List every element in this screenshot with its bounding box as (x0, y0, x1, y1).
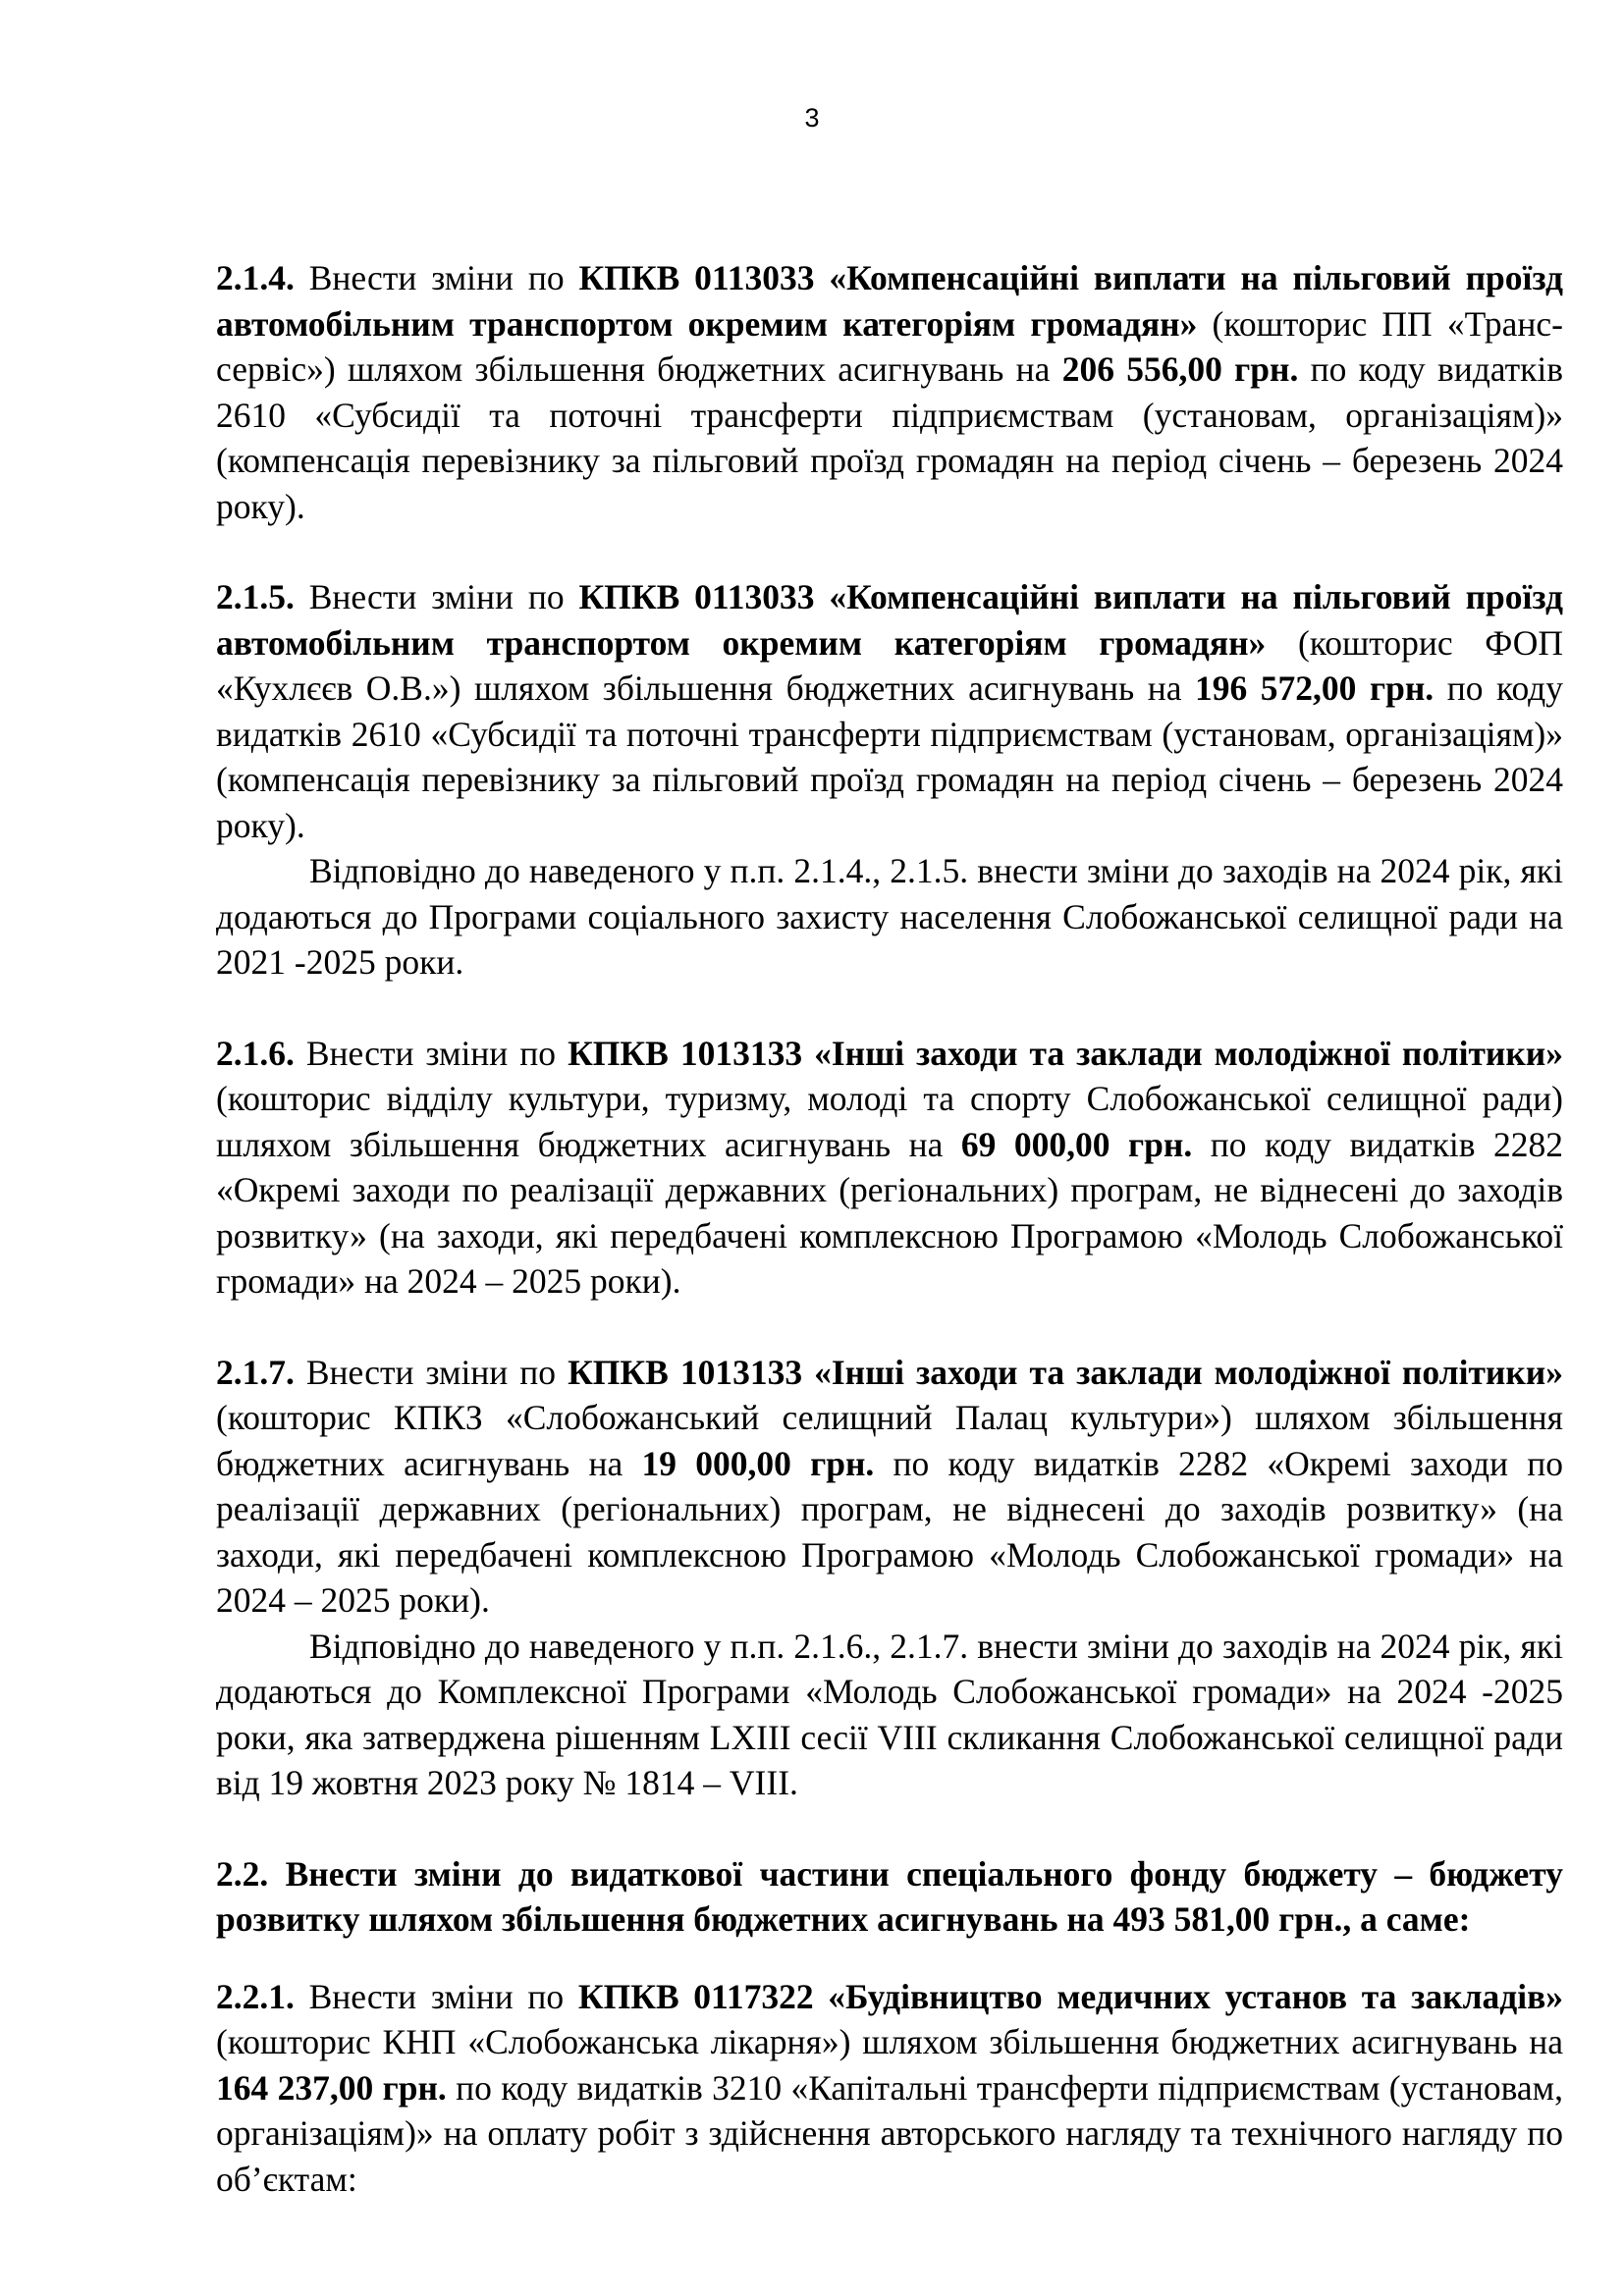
text: по коду видатків 2282 «Окремі заходи по реалізації державних (регіональних) програм, не віднесені до заходів розвитку» (на заходи, які передбачені комплексною Програмою «Молодь Слобожанської громади» на 2024 – 2025 роки). (216, 1124, 1564, 1301)
text: (кошторис ПП «Транс-сервіс») шляхом збільшення бюджетних асигнувань на (216, 303, 1564, 389)
text: Внести зміни по (294, 258, 579, 297)
text: Внести зміни по (294, 1976, 578, 2016)
item-number: 2.1.5. (216, 577, 295, 616)
text: Внести зміни по (294, 1033, 568, 1073)
item-number: 2.1.7. (216, 1352, 295, 1392)
paragraph-2-1-4 (216, 255, 1563, 529)
section-heading-2-2 (216, 1851, 1563, 1943)
text: по коду видатків 2610 «Субсидії та поточні трансферти підприємствам (установам, організаціям)» (компенсація перевізнику за пільговий проїзд громадян на період січень – березень 2024 року). (216, 349, 1564, 526)
budget-code-title: КПКВ 0113033 «Компенсаційні виплати на пільговий проїзд автомобільним транспортом окремим категоріям громадян» (216, 577, 1563, 663)
item-number: 2.1.6. (216, 1033, 295, 1073)
page-number: 3 (804, 103, 820, 133)
reference-paragraph-2: Відповідно до наведеного у п.п. 2.1.6., 2.1.7. внести зміни до заходів на 2024 рік, які додаються до Комплексної Програми «Молодь Слобожанської громади» на 2024 -2025 роки, яка затверджена рішенням LXIII сесії VIII скликання Слобожанської селищної ради від 19 жовтня 2023 року № 1814 – VIII. (216, 1626, 1563, 1802)
document-body (216, 255, 1563, 2202)
text: (кошторис КНП «Слобожанська лікарня») шляхом збільшення бюджетних асигнувань на (216, 2022, 1563, 2061)
budget-code-title: КПКВ 0113033 «Компенсаційні виплати на пільговий проїзд автомобільним транспортом окремим категоріям громадян» (216, 258, 1563, 344)
amount: 164 237,00 грн. (216, 2067, 447, 2108)
paragraph-2-1-5 (216, 574, 1563, 848)
budget-code-title: КПКВ 1013133 «Інші заходи та заклади молодіжної політики» (568, 1352, 1563, 1392)
budget-code-title: КПКВ 0117322 «Будівництво медичних установ та закладів» (577, 1976, 1563, 2016)
text: по коду видатків 3210 «Капітальні трансферти підприємствам (установам, організаціям)» на оплату робіт з здійснення авторського нагляду та технічного нагляду по об’єктам: (216, 2067, 1563, 2199)
paragraph-2-1-7 (216, 1350, 1563, 1624)
section-heading-text: 2.2. Внести зміни до видаткової частини спеціального фонду бюджету – бюджету розвитку шляхом збільшення бюджетних асигнувань на 493 581,00 грн., а саме: (216, 1853, 1563, 1939)
text: Внести зміни по (294, 1352, 568, 1392)
paragraph-2-1-6 (216, 1031, 1563, 1305)
paragraph-2-2-1 (216, 1974, 1563, 2203)
amount: 206 556,00 грн. (1061, 349, 1299, 389)
text: по коду видатків 2282 «Окремі заходи по реалізації державних (регіональних) програм, не віднесені до заходів розвитку» (на заходи, які передбачені комплексною Програмою «Молодь Слобожанської громади» на 2024 – 2025 роки). (216, 1443, 1564, 1620)
amount: 196 572,00 грн. (1195, 668, 1435, 708)
text: Внести зміни по (294, 577, 579, 616)
item-number: 2.2.1. (216, 1976, 295, 2016)
text: по коду видатків 2610 «Субсидії та поточні трансферти підприємствам (установам, організаціям)» (компенсація перевізнику за пільговий проїзд громадян на період січень – березень 2024 року). (216, 668, 1563, 845)
reference-paragraph-1: Відповідно до наведеного у п.п. 2.1.4., 2.1.5. внести зміни до заходів на 2024 рік, які додаються до Програми соціального захисту населення Слобожанської селищної ради на 2021 -2025 роки. (216, 851, 1563, 982)
amount: 69 000,00 грн. (960, 1124, 1193, 1164)
amount: 19 000,00 грн. (641, 1443, 875, 1483)
text: (кошторис КПКЗ «Слобожанський селищний Палац культури») шляхом збільшення бюджетних асигнувань на (216, 1398, 1563, 1483)
text: (кошторис ФОП «Кухлєєв О.В.») шляхом збільшення бюджетних асигнувань на (216, 622, 1563, 708)
text: (кошторис відділу культури, туризму, молоді та спорту Слобожанської селищної ради) шляхом збільшення бюджетних асигнувань на (216, 1079, 1563, 1164)
budget-code-title: КПКВ 1013133 «Інші заходи та заклади молодіжної політики» (568, 1033, 1563, 1073)
item-number: 2.1.4. (216, 258, 295, 297)
